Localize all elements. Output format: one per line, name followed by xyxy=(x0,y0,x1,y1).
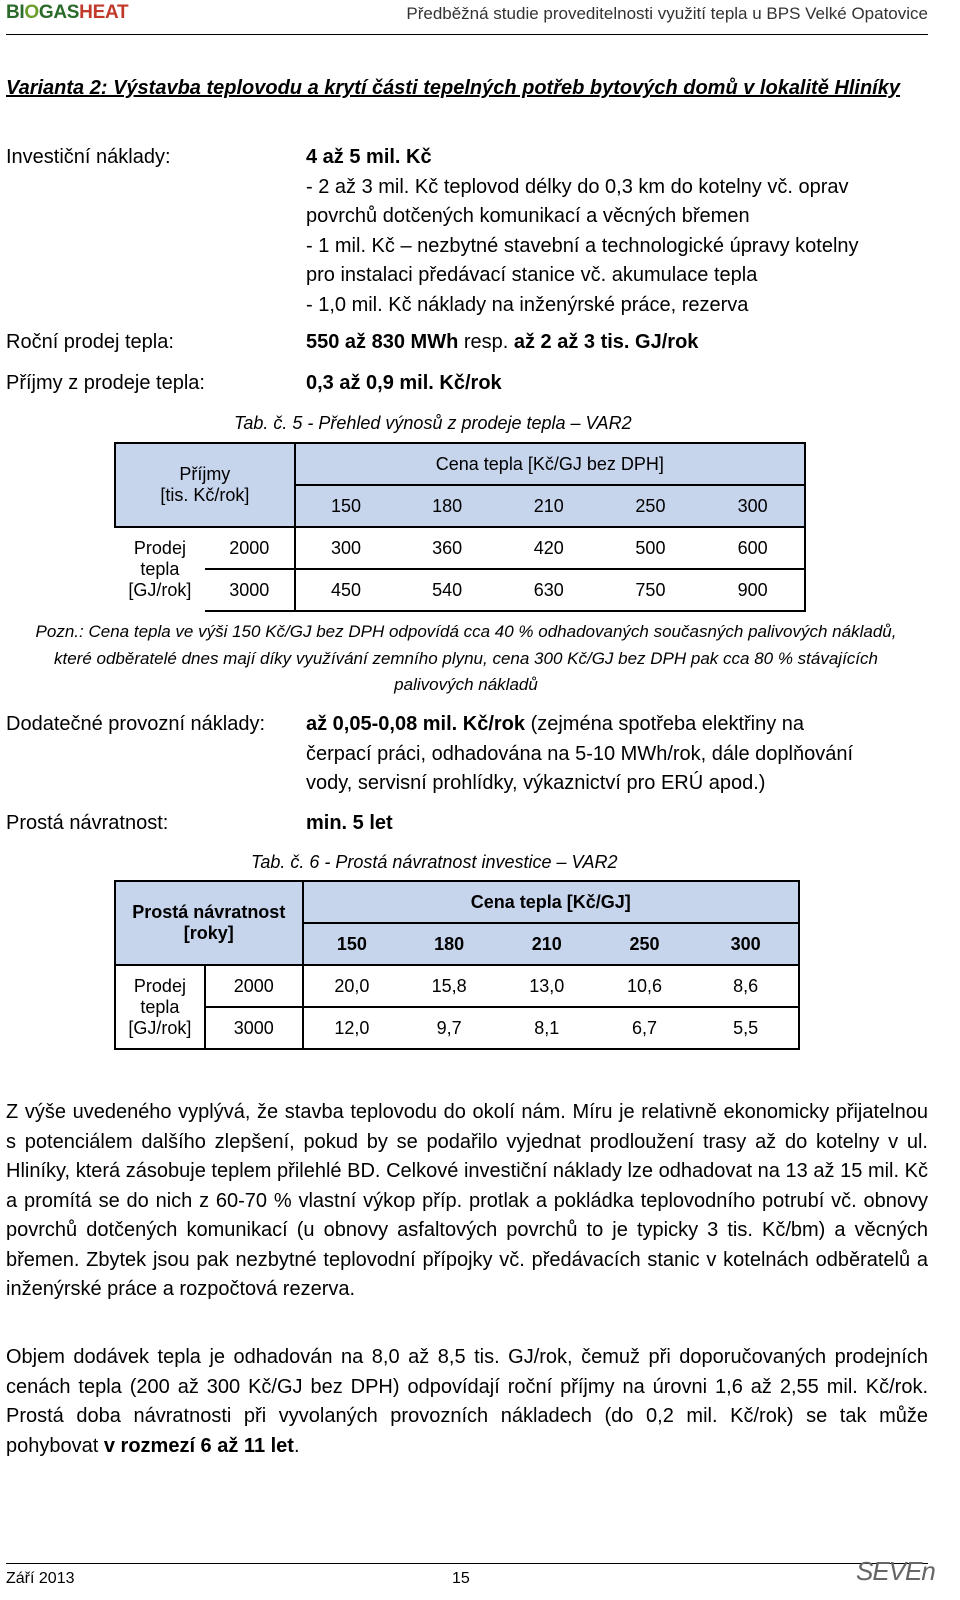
footer-divider xyxy=(6,1563,928,1564)
table6-cell: 8,1 xyxy=(498,1007,596,1049)
table5-price-header: Cena tepla [Kč/GJ bez DPH] xyxy=(295,443,805,485)
investment-line-3: - 1 mil. Kč – nezbytné stavební a technologické úpravy kotelny xyxy=(306,234,859,257)
income-value: 0,3 až 0,9 mil. Kč/rok xyxy=(306,372,502,394)
table5-cell: 540 xyxy=(396,569,498,611)
investment-line-2: povrchů dotčených komunikací a věcných břemen xyxy=(306,205,750,227)
table5-price: 210 xyxy=(498,485,600,527)
table6-qty: 2000 xyxy=(205,965,303,1007)
annual-sales-label: Roční prodej tepla: xyxy=(6,331,174,353)
investment-total: 4 až 5 mil. Kč xyxy=(306,146,432,168)
table-row xyxy=(115,965,799,1007)
income-label: Příjmy z prodeje tepla: xyxy=(6,372,205,394)
table6-cell: 12,0 xyxy=(303,1007,401,1049)
investment-line-4: pro instalaci předávací stanice vč. akumulace tepla xyxy=(306,264,758,286)
table6-cell: 9,7 xyxy=(400,1007,498,1049)
seven-logo: SEVEn xyxy=(856,1556,935,1586)
table6-qty: 3000 xyxy=(205,1007,303,1049)
table5-cell: 600 xyxy=(701,527,805,569)
table5-cell: 900 xyxy=(701,569,805,611)
table6-corner: Prostá návratnost [roky] xyxy=(115,881,303,965)
table-row xyxy=(115,1007,799,1049)
table5-price: 300 xyxy=(701,485,805,527)
table6-cell: 8,6 xyxy=(693,965,799,1007)
table6-caption: Tab. č. 6 - Prostá návratnost investice – VAR2 xyxy=(251,852,618,872)
annual-sales-value: 550 až 830 MWh resp. až 2 až 3 tis. GJ/rok xyxy=(306,331,699,353)
table6-row-label: Prodej tepla [GJ/rok] xyxy=(115,965,205,1049)
table5-cell: 750 xyxy=(600,569,702,611)
payback-value: min. 5 let xyxy=(306,812,393,834)
table6-cell: 5,5 xyxy=(693,1007,799,1049)
table5-corner: Příjmy [tis. Kč/rok] xyxy=(115,443,295,527)
table6-price: 150 xyxy=(303,923,401,965)
page-header xyxy=(6,0,928,32)
conclusion-paragraph-2: Objem dodávek tepla je odhadován na 8,0 až 8,5 tis. GJ/rok, čemuž při doporučovaných prodejních cenách tepla (200 až 300 Kč/GJ bez DPH) odpovídají roční příjmy na úrovni 1,6 až 2,55 mil. Kč/rok. Prostá doba návratnosti při vyvolaných provozních nákladech (do 0,2 mil. Kč/rok) se tak může pohybovat v rozmezí 6 až 11 let. xyxy=(6,1346,928,1457)
table5-price: 250 xyxy=(600,485,702,527)
page-number: 15 xyxy=(452,1570,470,1587)
table5-qty: 2000 xyxy=(205,527,295,569)
table5-price: 150 xyxy=(295,485,397,527)
table5-cell: 360 xyxy=(396,527,498,569)
table5-cell: 630 xyxy=(498,569,600,611)
table5-cell: 420 xyxy=(498,527,600,569)
header-divider xyxy=(6,34,928,35)
investment-line-5: - 1,0 mil. Kč náklady na inženýrské práce, rezerva xyxy=(306,293,749,316)
table5-cell: 500 xyxy=(600,527,702,569)
table6-price: 250 xyxy=(596,923,694,965)
document-title: Předběžná studie proveditelnosti využití tepla u BPS Velké Opatovice xyxy=(406,4,928,23)
payback-label: Prostá návratnost: xyxy=(6,812,169,834)
table5-cell: 450 xyxy=(295,569,397,611)
table6-cell: 15,8 xyxy=(400,965,498,1007)
table6-cell: 13,0 xyxy=(498,965,596,1007)
table5-price: 180 xyxy=(396,485,498,527)
table6-cell: 6,7 xyxy=(596,1007,694,1049)
footer-date: Září 2013 xyxy=(6,1570,75,1587)
table5-note: Pozn.: Cena tepla ve výši 150 Kč/GJ bez DPH odpovídá cca 40 % odhadovaných současných palivových nákladů, které odběratelé dnes mají díky využívání zemního plynu, cena 300 Kč/GJ bez DPH pak cca 80 % stávajících palivových nákladů xyxy=(35,622,897,694)
table5 xyxy=(114,442,806,612)
table5-caption: Tab. č. 5 - Přehled výnosů z prodeje tepla – VAR2 xyxy=(234,413,632,433)
operating-costs-label: Dodatečné provozní náklady: xyxy=(6,713,266,735)
section-heading: Varianta 2: Výstavba teplovodu a krytí části tepelných potřeb bytových domů v lokalitě Hliníky xyxy=(6,77,900,99)
biogasheat-logo: BIOGASHEAT xyxy=(6,2,129,23)
table5-cell: 300 xyxy=(295,527,397,569)
table6-price-header: Cena tepla [Kč/GJ] xyxy=(303,881,799,923)
table-row xyxy=(115,569,805,611)
table5-row-label: Prodej tepla [GJ/rok] xyxy=(128,538,192,600)
table6-price: 300 xyxy=(693,923,799,965)
table6-price: 210 xyxy=(498,923,596,965)
table6-cell: 20,0 xyxy=(303,965,401,1007)
conclusion-paragraph-1: Z výše uvedeného vyplývá, že stavba teplovodu do okolí nám. Míru je relativně ekonomicky přijatelnou s potenciálem dalšího zlepšení, pokud by se podařilo vyjednat prodloužení trasy až do kotelny v ul. Hliníky, která zásobuje teplem přilehlé BD. Celkové investiční náklady lze odhadovat na 13 až 15 mil. Kč a promítá se do nich z 60-70 % vlastní výkop příp. protlak a pokládka teplovodního potrubí vč. obnovy povrchů dotčených komunikací (u obnovy asfaltových povrchů to je typicky 3 tis. Kč/bm) a věcných břemen. Zbytek jsou pak nezbytné teplovodní přípojky vč. předávacích stanic v kotelnách odběratelů a inženýrské práce a rozpočtová rezerva. xyxy=(6,1101,928,1300)
table6 xyxy=(114,880,800,1050)
operating-costs-value: až 0,05-0,08 mil. Kč/rok (zejména spotřeba elektřiny na čerpací práci, odhadována na 5-10 MWh/rok, dále doplňování vody, servisní prohlídky, výkaznictví pro ERÚ apod.) xyxy=(306,713,854,794)
investment-value xyxy=(306,143,926,320)
table-row xyxy=(115,527,805,569)
table6-price: 180 xyxy=(400,923,498,965)
investment-label: Investiční náklady: xyxy=(6,146,171,168)
investment-line-1: - 2 až 3 mil. Kč teplovod délky do 0,3 km do kotelny vč. oprav xyxy=(306,175,849,198)
table6-cell: 10,6 xyxy=(596,965,694,1007)
table5-qty: 3000 xyxy=(205,569,295,611)
